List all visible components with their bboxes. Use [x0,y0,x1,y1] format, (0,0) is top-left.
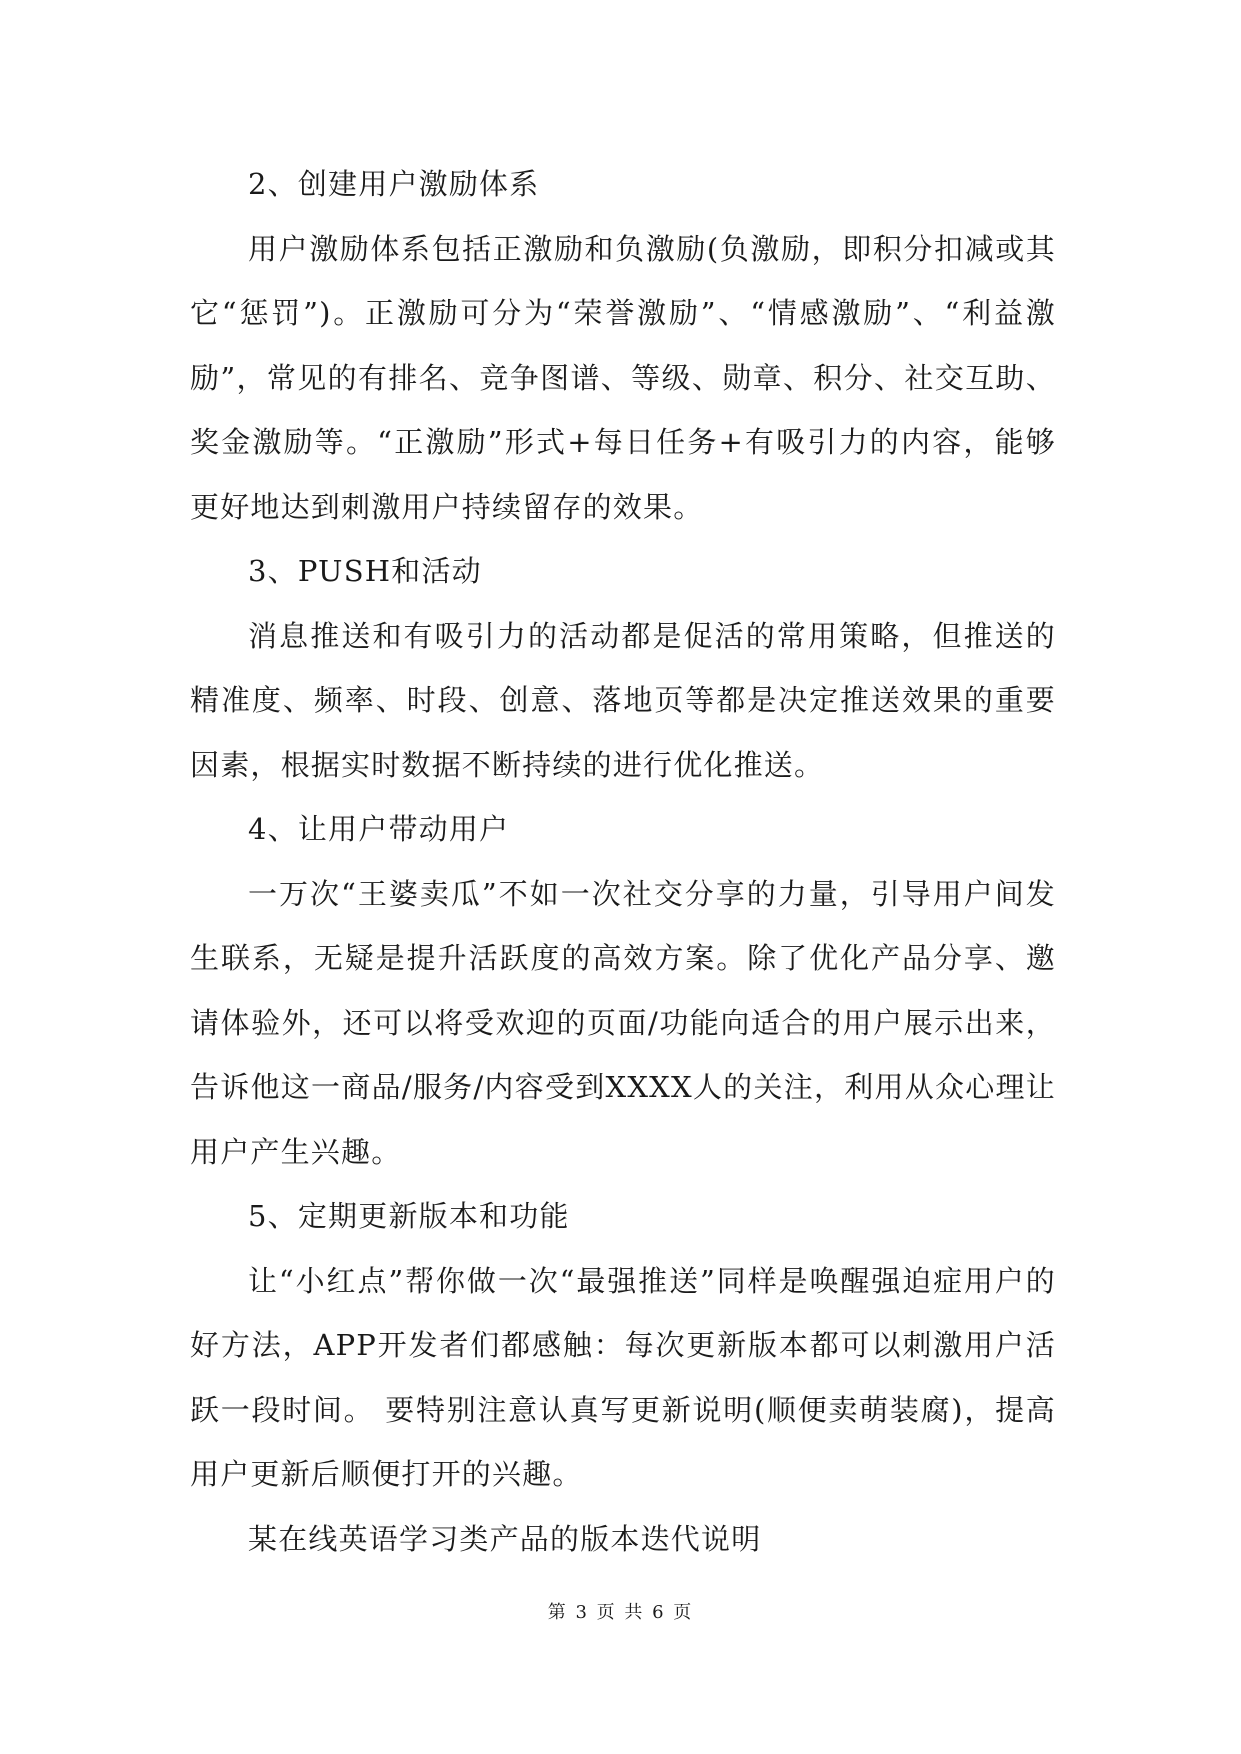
page-number-footer: 第 3 页 共 6 页 [547,1602,694,1623]
section-heading-incentive: 2、创建用户激励体系 [248,167,540,201]
paragraph-incentive: 用户激励体系包括正激励和负激励(负激励，即积分扣减或其它“惩罚”)。正激励可分为“荣誉激励”、“情感激励”、“利益激励”，常见的有排名、竞争图谱、等级、勋章、积分、社交互助、奖金激励等。“正激励”形式+每日任务+有吸引力的内容，能够更好地达到刺激用户持续留存的效果。 [190,231,1056,524]
paragraph-version-notes: 某在线英语学习类产品的版本迭代说明 [248,1521,762,1556]
paragraph-referral: 一万次“王婆卖瓜”不如一次社交分享的力量，引导用户间发生联系，无疑是提升活跃度的高效方案。除了优化产品分享、邀请体验外，还可以将受欢迎的页面/功能向适合的用户展示出来，告诉他这一商品/服务/内容受到XXXX人的关注，利用从众心理让用户产生兴趣。 [190,876,1056,1169]
paragraph-updates: 让“小红点”帮你做一次“最强推送”同样是唤醒强迫症用户的好方法，APP开发者们都感触：每次更新版本都可以刺激用户活跃一段时间。 要特别注意认真写更新说明(顺便卖萌装腐)，提高用户更新后顺便打开的兴趣。 [190,1263,1056,1491]
paragraph-push: 消息推送和有吸引力的活动都是促活的常用策略，但推送的精准度、频率、时段、创意、落地页等都是决定推送效果的重要因素，根据实时数据不断持续的进行优化推送。 [190,618,1056,782]
section-heading-push: 3、PUSH和活动 [248,554,482,588]
document-body [190,152,1056,1571]
section-heading-referral: 4、让用户带动用户 [248,812,510,846]
section-heading-updates: 5、定期更新版本和功能 [248,1199,570,1233]
